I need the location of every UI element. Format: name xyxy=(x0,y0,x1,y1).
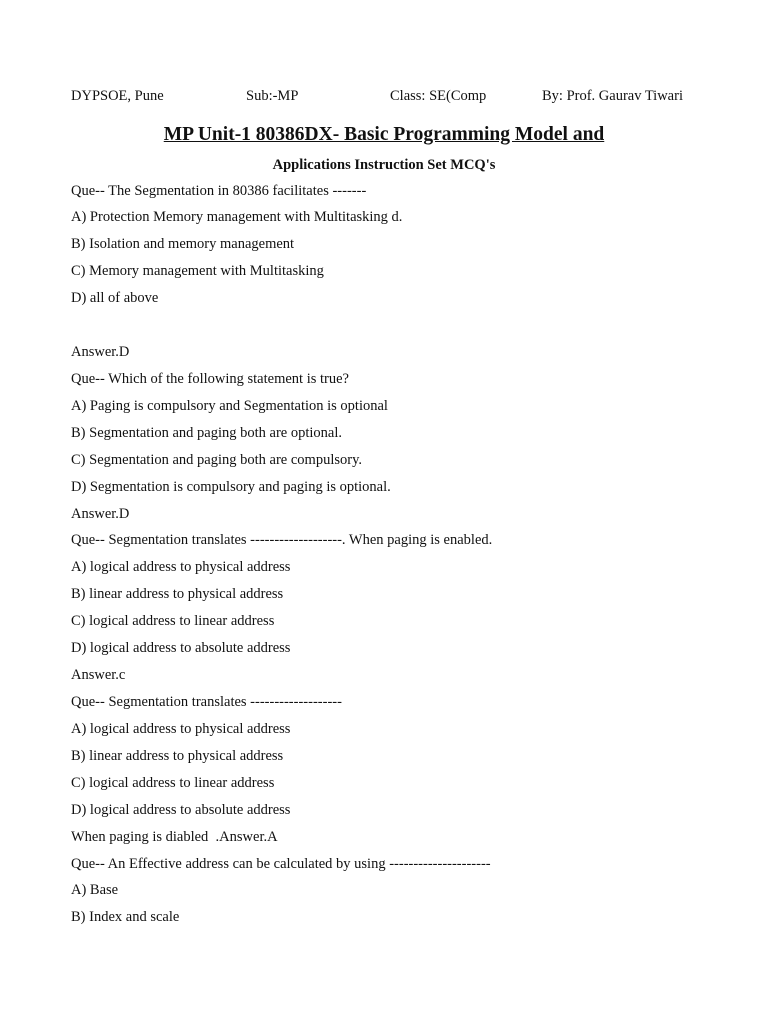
question-text: Que-- The Segmentation in 80386 facilitates ------- xyxy=(71,182,367,199)
header-institute: DYPSOE, Pune xyxy=(71,88,164,104)
option-c: C) Segmentation and paging both are compulsory. xyxy=(71,451,363,468)
document-title: MP Unit-1 80386DX- Basic Programming Model and xyxy=(163,124,605,145)
question-text: Que-- An Effective address can be calculated by using --------------------- xyxy=(71,855,491,872)
header-subject: Sub:-MP xyxy=(246,88,299,104)
option-b: B) Isolation and memory management xyxy=(71,236,295,253)
option-d: D) all of above xyxy=(71,290,159,307)
option-b: B) Index and scale xyxy=(71,909,180,926)
document-subtitle: Applications Instruction Set MCQ's xyxy=(272,157,496,173)
question-text: Que-- Segmentation translates -------------------. When paging is enabled. xyxy=(71,532,493,549)
answer-line: Answer.c xyxy=(71,667,126,684)
option-a: A) Base xyxy=(71,882,119,899)
answer-line: Answer.D xyxy=(71,505,130,522)
answer-line: When paging is diabled .Answer.A xyxy=(71,828,278,845)
option-b: B) linear address to physical address xyxy=(71,586,284,603)
header-author: By: Prof. Gaurav Tiwari xyxy=(542,88,683,104)
option-c: C) Memory management with Multitasking xyxy=(71,263,324,280)
option-d: D) Segmentation is compulsory and paging is optional. xyxy=(71,478,391,495)
header-class: Class: SE(Comp xyxy=(390,88,487,104)
blank-line xyxy=(71,312,751,339)
option-a: A) Paging is compulsory and Segmentation is optional xyxy=(71,397,388,414)
question-text: Que-- Segmentation translates ------------------- xyxy=(71,694,342,711)
option-d: D) logical address to absolute address xyxy=(71,640,291,657)
option-c: C) logical address to linear address xyxy=(71,774,275,791)
mcq-list xyxy=(71,178,751,932)
option-a: A) logical address to physical address xyxy=(71,720,291,737)
answer-line: Answer.D xyxy=(71,344,130,361)
option-b: B) Segmentation and paging both are optional. xyxy=(71,424,343,441)
question-text: Que-- Which of the following statement is true? xyxy=(71,370,349,387)
option-c: C) logical address to linear address xyxy=(71,613,275,630)
option-a: A) Protection Memory management with Multitasking d. xyxy=(71,209,403,226)
option-d: D) logical address to absolute address xyxy=(71,801,291,818)
option-a: A) logical address to physical address xyxy=(71,559,291,576)
option-b: B) linear address to physical address xyxy=(71,747,284,764)
